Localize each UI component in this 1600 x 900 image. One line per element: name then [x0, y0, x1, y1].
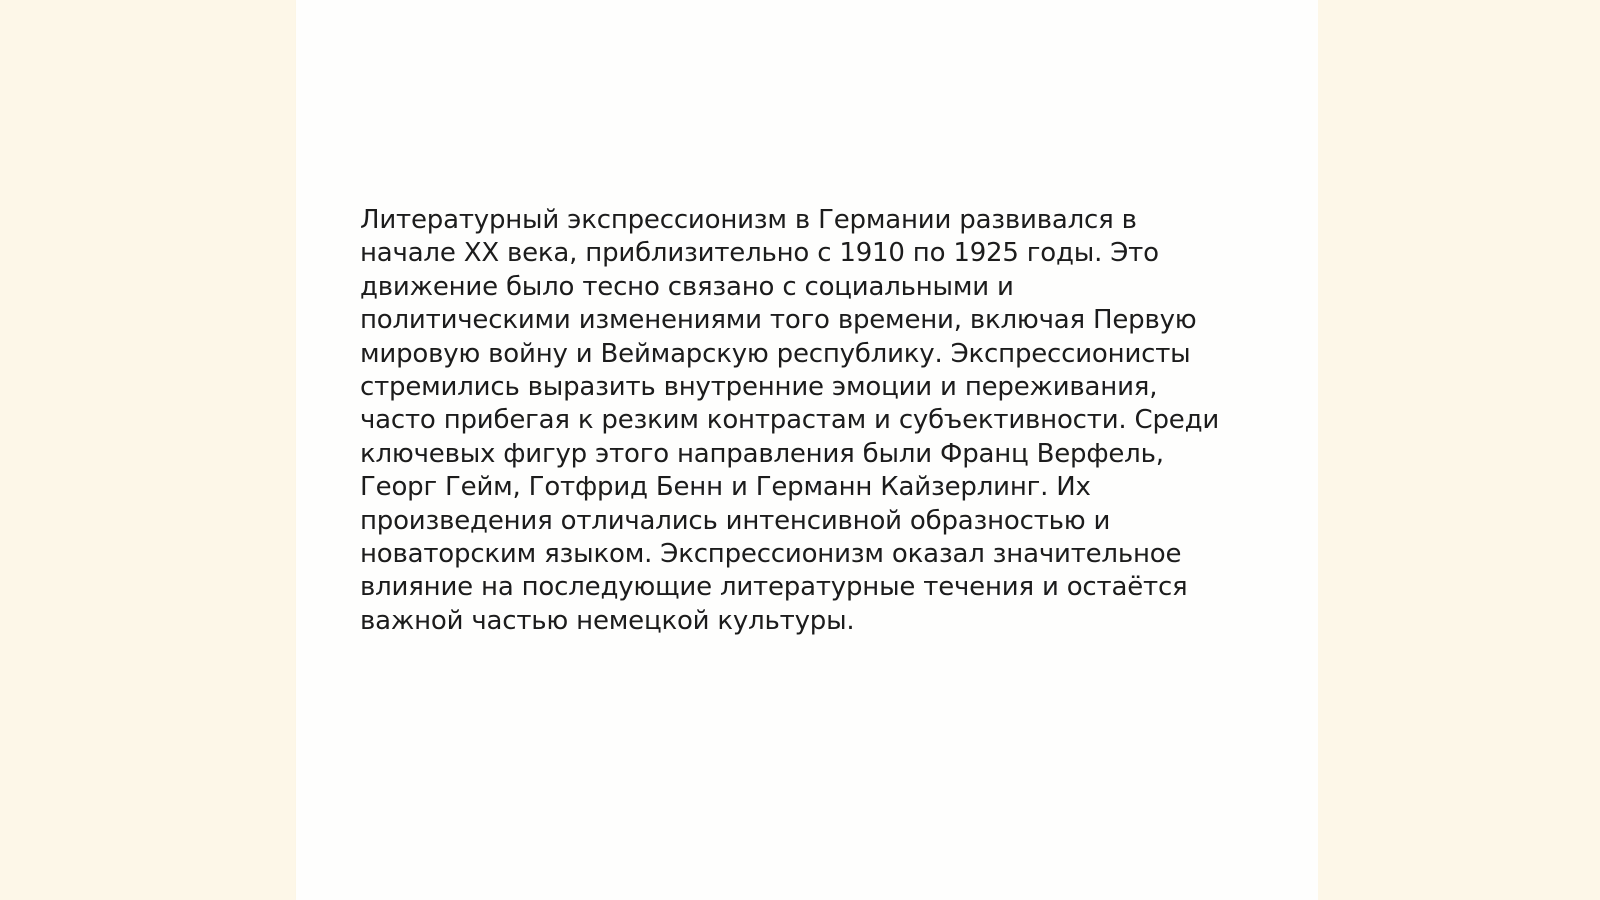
paragraph-line: мировую войну и Веймарскую республику. Экспрессионисты — [360, 338, 1191, 369]
paragraph-line: важной частью немецкой культуры. — [360, 605, 855, 636]
paragraph-line: влияние на последующие литературные течения и остаётся — [360, 572, 1188, 603]
paragraph-line: движение было тесно связано с социальными и — [360, 271, 1014, 302]
paragraph — [360, 204, 1240, 638]
paragraph-line: Георг Гейм, Готфрид Бенн и Германн Кайзерлинг. Их — [360, 472, 1091, 503]
paragraph-line: новаторским языком. Экспрессионизм оказал значительное — [360, 539, 1182, 570]
paragraph-line: начале XX века, приблизительно с 1910 по 1925 годы. Это — [360, 238, 1159, 269]
paragraph-line: ключевых фигур этого направления были Франц Верфель, — [360, 438, 1164, 469]
document-page — [296, 0, 1318, 900]
paragraph-line: произведения отличались интенсивной образностью и — [360, 505, 1111, 536]
paragraph-line: стремились выразить внутренние эмоции и переживания, — [360, 372, 1158, 403]
paragraph-line: Литературный экспрессионизм в Германии развивался в — [360, 205, 1137, 235]
left-margin-area — [0, 0, 296, 900]
right-margin-area — [1318, 0, 1600, 900]
paragraph-line: часто прибегая к резким контрастам и субъективности. Среди — [360, 405, 1220, 436]
paragraph-line: политическими изменениями того времени, включая Первую — [360, 305, 1197, 336]
